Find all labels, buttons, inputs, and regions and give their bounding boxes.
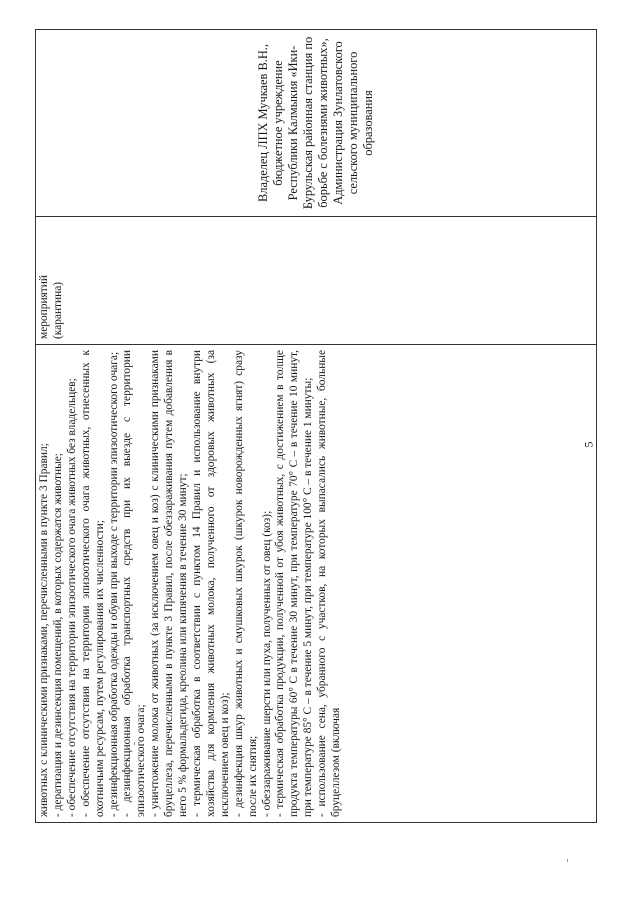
measure-item: - уничтожение молока от животных (за исключением овец и коз) с клиническими признаками бруцеллеза, перечисленными в пункте 3 Правил, после обеззараживания путем добавления в него 5 % формальдегида, креолина или кипячения в течение 30 минут; <box>149 350 190 817</box>
measure-item: - обеззараживание шерсти или пуха, полученных от овец (коз); <box>260 510 273 817</box>
table-row <box>36 30 597 823</box>
measures-list <box>38 350 344 817</box>
measure-item: - термическая обработка в соответствии с пунктом 14 Правил и использование внутри хозяйства для кормления животных молока, полученного от здоровых животных (за исключением овец и коз); <box>190 350 231 817</box>
measures-table <box>35 29 597 823</box>
measure-item: животных с клиническими признаками, перечисленными в пункте 3 Правил; <box>38 443 50 817</box>
document-page <box>35 36 595 823</box>
scan-mark <box>134 742 135 745</box>
page-number: 5 <box>581 441 596 448</box>
scan-mark <box>567 859 568 862</box>
period-cell <box>36 217 597 345</box>
responsible-text: Владелец ЛПХ Мучкаев В.Н., бюджетное учреждение Республики Калмыкия «Ики-Бурульская районная станция по борьбе с болезнями животных», Администрация Зунлатовского сельского муниципального образования <box>256 36 375 210</box>
measure-item: - термическая обработка продукции, полученной от убоя животных, с достижением в толще продукта температуры 60° С в течение 30 минут, при температуре 70° С – в течение 10 минут, при температуре 85° С – в течение 5 минут, при температуре 100° С – в течение 1 минуты; <box>274 350 315 817</box>
period-text: мероприятий (карантина) <box>38 275 64 339</box>
measure-item: - обеспечение отсутствия на территории эпизоотического очага животных без владельцев; <box>65 378 78 817</box>
measure-item: - дезинфекционная обработка одежды и обуви при выходе с территории эпизоотического очага; <box>107 351 120 817</box>
measure-item: - дезинфекция шкур животных и смушковых шкурок (шкурок новорожденных ягнят) сразу после их снятия; <box>232 350 259 817</box>
measures-cell <box>36 345 597 823</box>
measure-item: - обеспечение отсутствия на территории эпизоотического очага животных, отнесенных к охотничьим ресурсам, путем регулирования их численности; <box>79 350 106 817</box>
measure-item: - дезинфекционная обработка транспортных средств при их выезде с территории эпизоотического очага; <box>121 350 148 817</box>
measure-item: - использование сена, убранного с участков, на которых выпасались животные, больные бруцеллезом (включая <box>316 350 343 817</box>
responsible-cell <box>36 30 597 217</box>
measure-item: - дератизация и дезинсекция помещений, в которых содержатся животные; <box>51 453 64 817</box>
